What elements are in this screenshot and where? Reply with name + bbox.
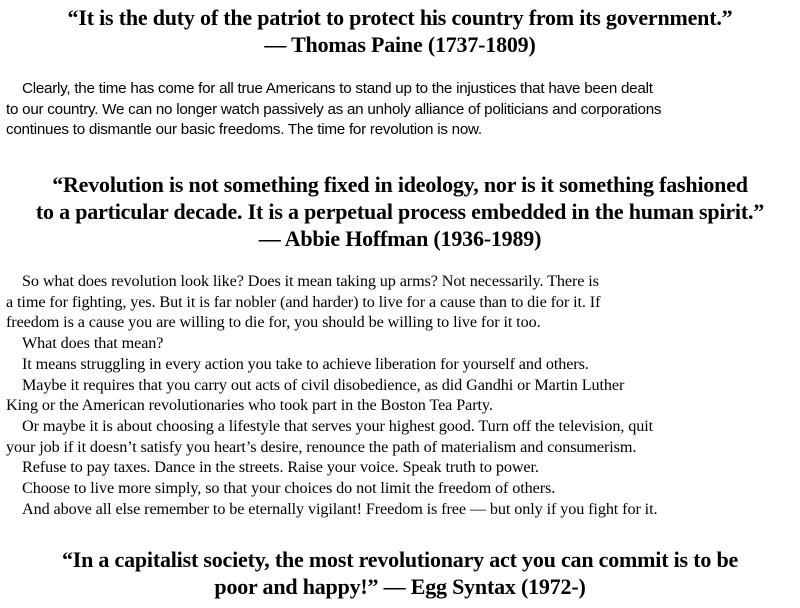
quote-text-line-1: “Revolution is not something fixed in ideology, nor is it something fashioned [52, 172, 748, 197]
paragraph-line: continues to dismantle our basic freedoms. The time for revolution is now. [6, 121, 482, 139]
quote-abbie-hoffman [0, 171, 800, 252]
revolution-paragraph [6, 271, 798, 519]
paragraph-line: to our country. We can no longer watch passively as an unholy alliance of politicians and corporations [6, 100, 662, 118]
paragraph-line: Refuse to pay taxes. Dance in the streets. Raise your voice. Speak truth to power. [22, 458, 539, 477]
quote-text-line-1: “In a capitalist society, the most revolutionary act you can commit is to be [61, 547, 739, 572]
quote-text-line-2: poor and happy!” — Egg Syntax (1972-) [214, 574, 586, 599]
quote-attribution: — Abbie Hoffman (1936-1989) [258, 226, 542, 251]
paragraph-line: Clearly, the time has come for all true Americans to stand up to the injustices that have been dealt [22, 80, 653, 97]
quote-attribution: — Thomas Paine (1737-1809) [264, 32, 536, 57]
paragraph-line: freedom is a cause you are willing to die for, you should be willing to live for it too. [6, 313, 541, 332]
quote-egg-syntax [0, 546, 800, 600]
paragraph-line: And above all else remember to be eternally vigilant! Freedom is free — but only if you fight for it. [22, 499, 658, 518]
paragraph-line: What does that mean? [22, 334, 164, 353]
intro-paragraph [6, 79, 798, 141]
paragraph-line: Choose to live more simply, so that your choices do not limit the freedom of others. [22, 479, 556, 498]
paragraph-line: So what does revolution look like? Does it mean taking up arms? Not necessarily. There is [22, 272, 599, 290]
paragraph-line: King or the American revolutionaries who took part in the Boston Tea Party. [6, 396, 493, 415]
paragraph-line: a time for fighting, yes. But it is far nobler (and harder) to live for a cause than to die for it. If [6, 292, 601, 311]
paragraph-line: It means struggling in every action you take to achieve liberation for yourself and others. [22, 354, 589, 373]
paragraph-line: your job if it doesn’t satisfy you heart’s desire, renounce the path of materialism and consumerism. [6, 437, 637, 456]
quote-text: “It is the duty of the patriot to protect his country from its government.” [67, 5, 733, 30]
quote-text-line-2: to a particular decade. It is a perpetual process embedded in the human spirit.” [35, 199, 765, 224]
paragraph-line: Maybe it requires that you carry out acts of civil disobedience, as did Gandhi or Martin Luther [22, 375, 625, 394]
quote-thomas-paine [0, 4, 800, 58]
paragraph-line: Or maybe it is about choosing a lifestyle that serves your highest good. Turn off the television, quit [22, 416, 654, 435]
